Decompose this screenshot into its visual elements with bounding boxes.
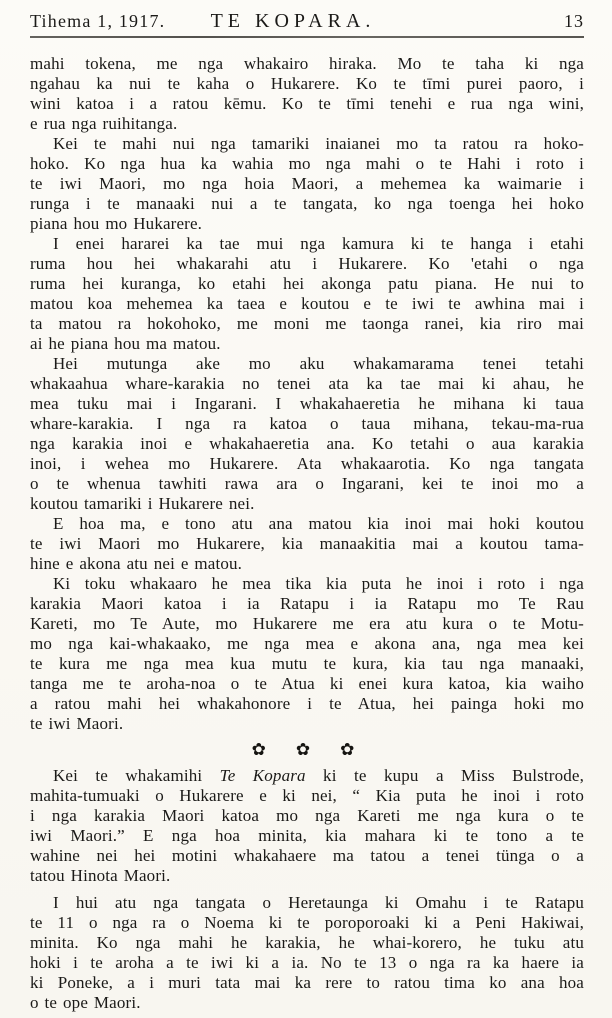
paragraph — [30, 514, 584, 574]
text-line: whakaahua whare-karakia no tenei ata ka tae mai ki ahau, he — [30, 374, 584, 393]
text-line: mo nga kai-whakaako, me nga mea e akona ana, nga mea kei — [30, 634, 584, 653]
florette-icon: ✿ — [251, 740, 266, 759]
text-line: Kei te whakamihi Te Kopara ki te kupu a Miss Bulstrode, — [53, 766, 584, 785]
text-line: matou koa mehemea ka taea e koutou e te iwi te awhina mai i — [30, 294, 584, 313]
text-line: tatou Hinota Maori. — [30, 866, 171, 885]
text-line: wini katoa i a ratou kēmu. Ko te tīmi tenehi e rua nga wini, — [30, 94, 584, 113]
paragraph — [30, 134, 584, 234]
text-line: a ratou mahi hei whakahonore i te Atua, hei painga hoki mo — [30, 694, 584, 713]
paragraph — [30, 234, 584, 354]
text-line: te 11 o nga ra o Noema ki te poroporoaki ki a Peni Hakiwai, — [30, 913, 584, 932]
text-line: I hui atu nga tangata o Heretaunga ki Omahu i te Ratapu — [53, 893, 584, 912]
text-line: I enei hararei ka tae mui nga kamura ki te hanga i etahi — [53, 234, 584, 253]
header-rule — [30, 36, 584, 38]
text-line: piana hou mo Hukarere. — [30, 214, 203, 233]
text-line: te kura me nga mea kua mutu te kura, kia tau nga manaaki, — [30, 654, 584, 673]
text-line: ruma hou hei whakarahi atu i Hukarere. Ko 'etahi o nga — [30, 254, 584, 273]
florette-icon: ✿ — [340, 740, 355, 759]
text-line: Kei te mahi nui nga tamariki inaianei mo ta ratou ra hoko- — [53, 134, 584, 153]
ornament-row — [26, 737, 580, 763]
text-line: te iwi Maori, mo nga hoia Maori, a mehemea ka waimarie i — [30, 174, 584, 193]
text-line: mahita-tumuaki o Hukarere e ki nei, “ Kia puta he inoi i roto — [30, 786, 584, 805]
text-line: ai he piana hou ma matou. — [30, 334, 221, 353]
text-line: hoki i te aroha a te iwi ki a ia. No te 13 o nga ra ka haere ia — [30, 953, 584, 972]
text-line: e rua nga ruihitanga. — [30, 114, 178, 133]
text-line: koutou tamariki i Hukarere nei. — [30, 494, 255, 513]
text-line: Ki toku whakaaro he mea tika kia puta he inoi i roto i nga — [53, 574, 584, 593]
text-line: inoi, i wehea mo Hukarere. Ata whakaarotia. Ko nga tangata — [30, 454, 584, 473]
page-body — [30, 54, 584, 1013]
text-line: mahi tokena, me nga whakairo hiraka. Mo te taha ki nga — [30, 54, 584, 73]
header-date: Tihema 1, 1917. — [30, 11, 166, 31]
text-line: te iwi Maori mo Hukarere, kia manaakitia mai a koutou tama- — [30, 534, 584, 553]
text-line: wahine nei hei motini whakahaere ma tatou a tenei tünga o a — [30, 846, 584, 865]
text-line: ngahau ka nui te kaha o Hukarere. Ko te tīmi purei paoro, i — [30, 74, 584, 93]
text-line: te iwi Maori. — [30, 714, 124, 733]
text-line: runga i te manaaki nui a te tangata, ko nga toenga hei hoko — [30, 194, 584, 213]
florette-icon: ✿ — [295, 740, 311, 759]
text-line: nga karakia inoi e whakahaeretia ana. Ko tetahi o aua karakia — [30, 434, 584, 453]
text-line: hoko. Ko nga hua ka wahia mo nga mahi o te Hahi i roto i — [30, 154, 584, 173]
paragraph — [30, 354, 584, 514]
paragraph — [30, 766, 584, 886]
text-line: E hoa ma, e tono atu ana matou kia inoi mai hoki koutou — [53, 514, 584, 533]
paragraph — [30, 893, 584, 1013]
text-line: ruma hei kuranga, ko etahi hei akonga patu piana. He nui to — [30, 274, 584, 293]
page-number: 13 — [564, 11, 584, 31]
text-line: whare-karakia. I nga ra katoa o taua mihana, tekau-ma-rua — [30, 414, 584, 433]
text-line: minita. Ko nga mahi he karakia, he whai-korero, he tuku atu — [30, 933, 584, 952]
text-line: hine e akona atu nei e matou. — [30, 554, 243, 573]
page-header — [30, 10, 584, 33]
text-line: ki Poneke, a i muri tata mai ka rere to ratou tima ko ana hoa — [30, 973, 584, 992]
text-line: tanga me te aroha-noa o te Atua ki enei kura katoa, kia waiho — [30, 674, 584, 693]
text-line: Hei mutunga ake mo aku whakamarama tenei tetahi — [53, 354, 584, 373]
text-line: o te whenua tawhiti rawa ara o Ingarani, kei te inoi mo a — [30, 474, 584, 493]
text-line: ta matou ra hokohoko, me moni me taonga ranei, kia riro mai — [30, 314, 584, 333]
text-line: karakia Maori katoa i ia Ratapu i ia Ratapu mo Te Rau — [30, 594, 584, 613]
text-line: Kareti, mo Te Aute, mo Hukarere me era atu kura o te Motu- — [30, 614, 584, 633]
text-line: o te ope Maori. — [30, 993, 141, 1012]
paragraph — [30, 54, 584, 134]
text-line: i nga karakia Maori katoa mo nga Kareti me nga kura o te — [30, 806, 584, 825]
text-line: mea tuku mai i Ingarani. I whakahaeretia he mihana ki taua — [30, 394, 584, 413]
journal-title: TE KOPARA. — [210, 10, 376, 32]
paragraph — [30, 574, 584, 734]
text-line: iwi Maori.” E nga hoa minita, kia mahara ki te tono a te — [30, 826, 584, 845]
